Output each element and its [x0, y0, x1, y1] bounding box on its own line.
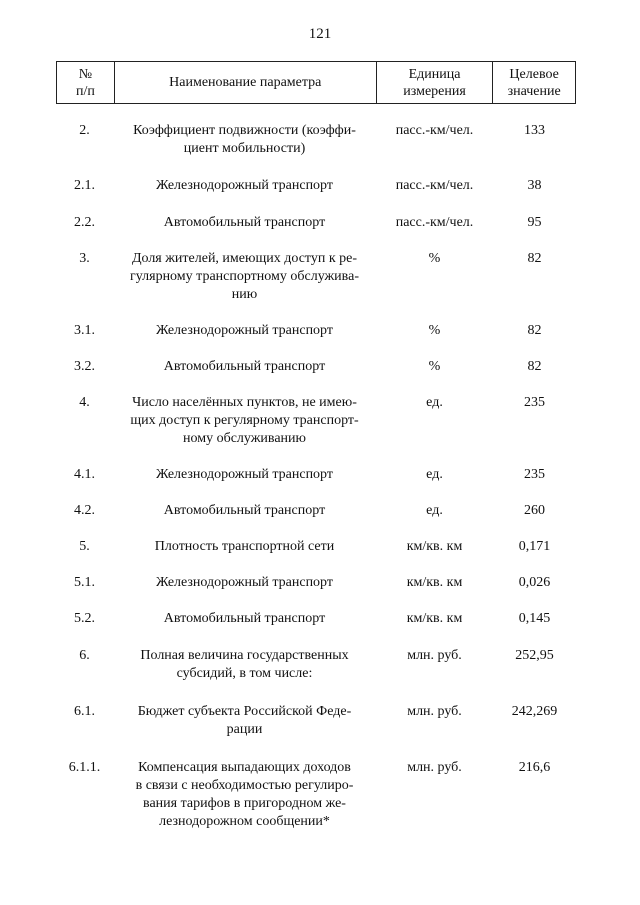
row-unit: км/кв. км [406, 575, 463, 590]
row-target-value: 235 [524, 395, 545, 410]
parameter-name-line: Железнодорожный транспорт [155, 178, 333, 193]
row-target-value: 0,026 [518, 575, 551, 590]
parameter-name-line: Компенсация выпадающих доходов [138, 760, 351, 775]
row-target-value: 0,145 [518, 611, 551, 626]
row-unit: % [428, 359, 441, 374]
row-target-value: 38 [527, 178, 542, 193]
row-parameter-name [113, 703, 376, 739]
row-unit: млн. руб. [407, 648, 462, 663]
parameter-name-line: Автомобильный транспорт [163, 503, 326, 518]
row-number: 2.1. [74, 178, 95, 193]
row-number: 6.1. [74, 704, 95, 719]
row-number: 3.1. [74, 323, 95, 338]
row-unit: ед. [426, 467, 443, 482]
row-unit: % [428, 251, 441, 266]
parameter-name-line: Число населённых пунктов, не имею- [132, 395, 357, 410]
row-unit: млн. руб. [407, 760, 462, 775]
row-number: 4. [79, 395, 90, 410]
page-number: 121 [308, 26, 332, 42]
table-row [56, 703, 576, 739]
row-number: 2. [79, 123, 90, 138]
parameter-name-line: гулярному транспортному обслужива- [130, 269, 359, 284]
row-number: 6. [79, 648, 90, 663]
row-unit: пасс.-км/чел. [395, 178, 474, 193]
parameter-name-line: субсидий, в том числе: [176, 666, 313, 681]
row-target-value: 82 [527, 251, 542, 266]
row-number: 4.1. [74, 467, 95, 482]
parameter-name-line: рации [226, 722, 263, 737]
row-unit: пасс.-км/чел. [395, 123, 474, 138]
parameter-name-line: Плотность транспортной сети [154, 539, 335, 554]
table-row [56, 394, 576, 448]
row-unit: км/кв. км [406, 539, 463, 554]
row-unit: пасс.-км/чел. [395, 215, 474, 230]
row-target-value: 242,269 [511, 704, 558, 719]
parameter-name-line: Железнодорожный транспорт [155, 575, 333, 590]
parameter-name-line: Железнодорожный транспорт [155, 467, 333, 482]
header-parameter-name: Наименование параметра [114, 62, 376, 103]
parameter-name-line: Доля жителей, имеющих доступ к ре- [131, 251, 358, 266]
table-row [56, 502, 576, 520]
parameter-name-line: Бюджет субъекта Российской Феде- [137, 704, 352, 719]
table-row [56, 610, 576, 628]
parameter-name-line: щих доступ к регулярному транспорт- [130, 413, 359, 428]
parameter-name-line: циент мобильности) [183, 141, 306, 156]
row-target-value: 235 [524, 467, 545, 482]
parameter-name-line: Автомобильный транспорт [163, 611, 326, 626]
table-row [56, 214, 576, 232]
row-number: 4.2. [74, 503, 95, 518]
row-parameter-name [113, 466, 376, 484]
table-row [56, 250, 576, 304]
row-number: 5.2. [74, 611, 95, 626]
parameter-name-line: лезнодорожном сообщении* [159, 814, 330, 829]
row-parameter-name [113, 122, 376, 158]
row-parameter-name [113, 759, 376, 831]
parameter-name-line: в связи с необходимостью регулиро- [135, 778, 354, 793]
parameter-name-line: ному обслуживанию [183, 431, 306, 446]
row-target-value: 216,6 [518, 760, 551, 775]
row-parameter-name [113, 574, 376, 592]
row-target-value: 133 [524, 123, 545, 138]
table-row [56, 322, 576, 340]
row-target-value: 82 [527, 359, 542, 374]
row-number: 2.2. [74, 215, 95, 230]
row-parameter-name [113, 177, 376, 195]
row-parameter-name [113, 538, 376, 556]
header-unit: Единица измерения [376, 62, 493, 103]
row-target-value: 0,171 [518, 539, 551, 554]
table-row [56, 759, 576, 831]
table-row [56, 177, 576, 195]
parameter-name-line: Автомобильный транспорт [163, 359, 326, 374]
row-unit: % [428, 323, 441, 338]
row-unit: ед. [426, 395, 443, 410]
row-parameter-name [113, 214, 376, 232]
row-parameter-name [113, 358, 376, 376]
row-target-value: 252,95 [515, 648, 554, 663]
row-parameter-name [113, 610, 376, 628]
parameter-name-line: нию [231, 287, 258, 302]
table-row [56, 538, 576, 556]
table-row [56, 122, 576, 158]
row-target-value: 82 [527, 323, 542, 338]
row-number: 6.1.1. [68, 760, 101, 775]
row-parameter-name [113, 250, 376, 304]
header-number: № п/п [75, 66, 95, 99]
row-parameter-name [113, 502, 376, 520]
row-unit: ед. [426, 503, 443, 518]
header-target-value: Целевое значение [492, 62, 575, 103]
row-parameter-name [113, 394, 376, 448]
parameter-name-line: Коэффициент подвижности (коэффи- [133, 123, 356, 138]
table-row [56, 647, 576, 683]
table-header [56, 61, 576, 104]
parameter-name-line: Автомобильный транспорт [163, 215, 326, 230]
parameter-name-line: вания тарифов в пригородном же- [143, 796, 346, 811]
row-parameter-name [113, 322, 376, 340]
row-number: 3.2. [74, 359, 95, 374]
row-number: 5. [79, 539, 90, 554]
table-row [56, 358, 576, 376]
row-unit: млн. руб. [407, 704, 462, 719]
table-row [56, 574, 576, 592]
parameter-name-line: Железнодорожный транспорт [155, 323, 333, 338]
row-number: 3. [79, 251, 90, 266]
row-target-value: 260 [524, 503, 545, 518]
row-unit: км/кв. км [406, 611, 463, 626]
row-parameter-name [113, 647, 376, 683]
table-row [56, 466, 576, 484]
parameter-name-line: Полная величина государственных [140, 648, 349, 663]
row-number: 5.1. [74, 575, 95, 590]
row-target-value: 95 [527, 215, 542, 230]
